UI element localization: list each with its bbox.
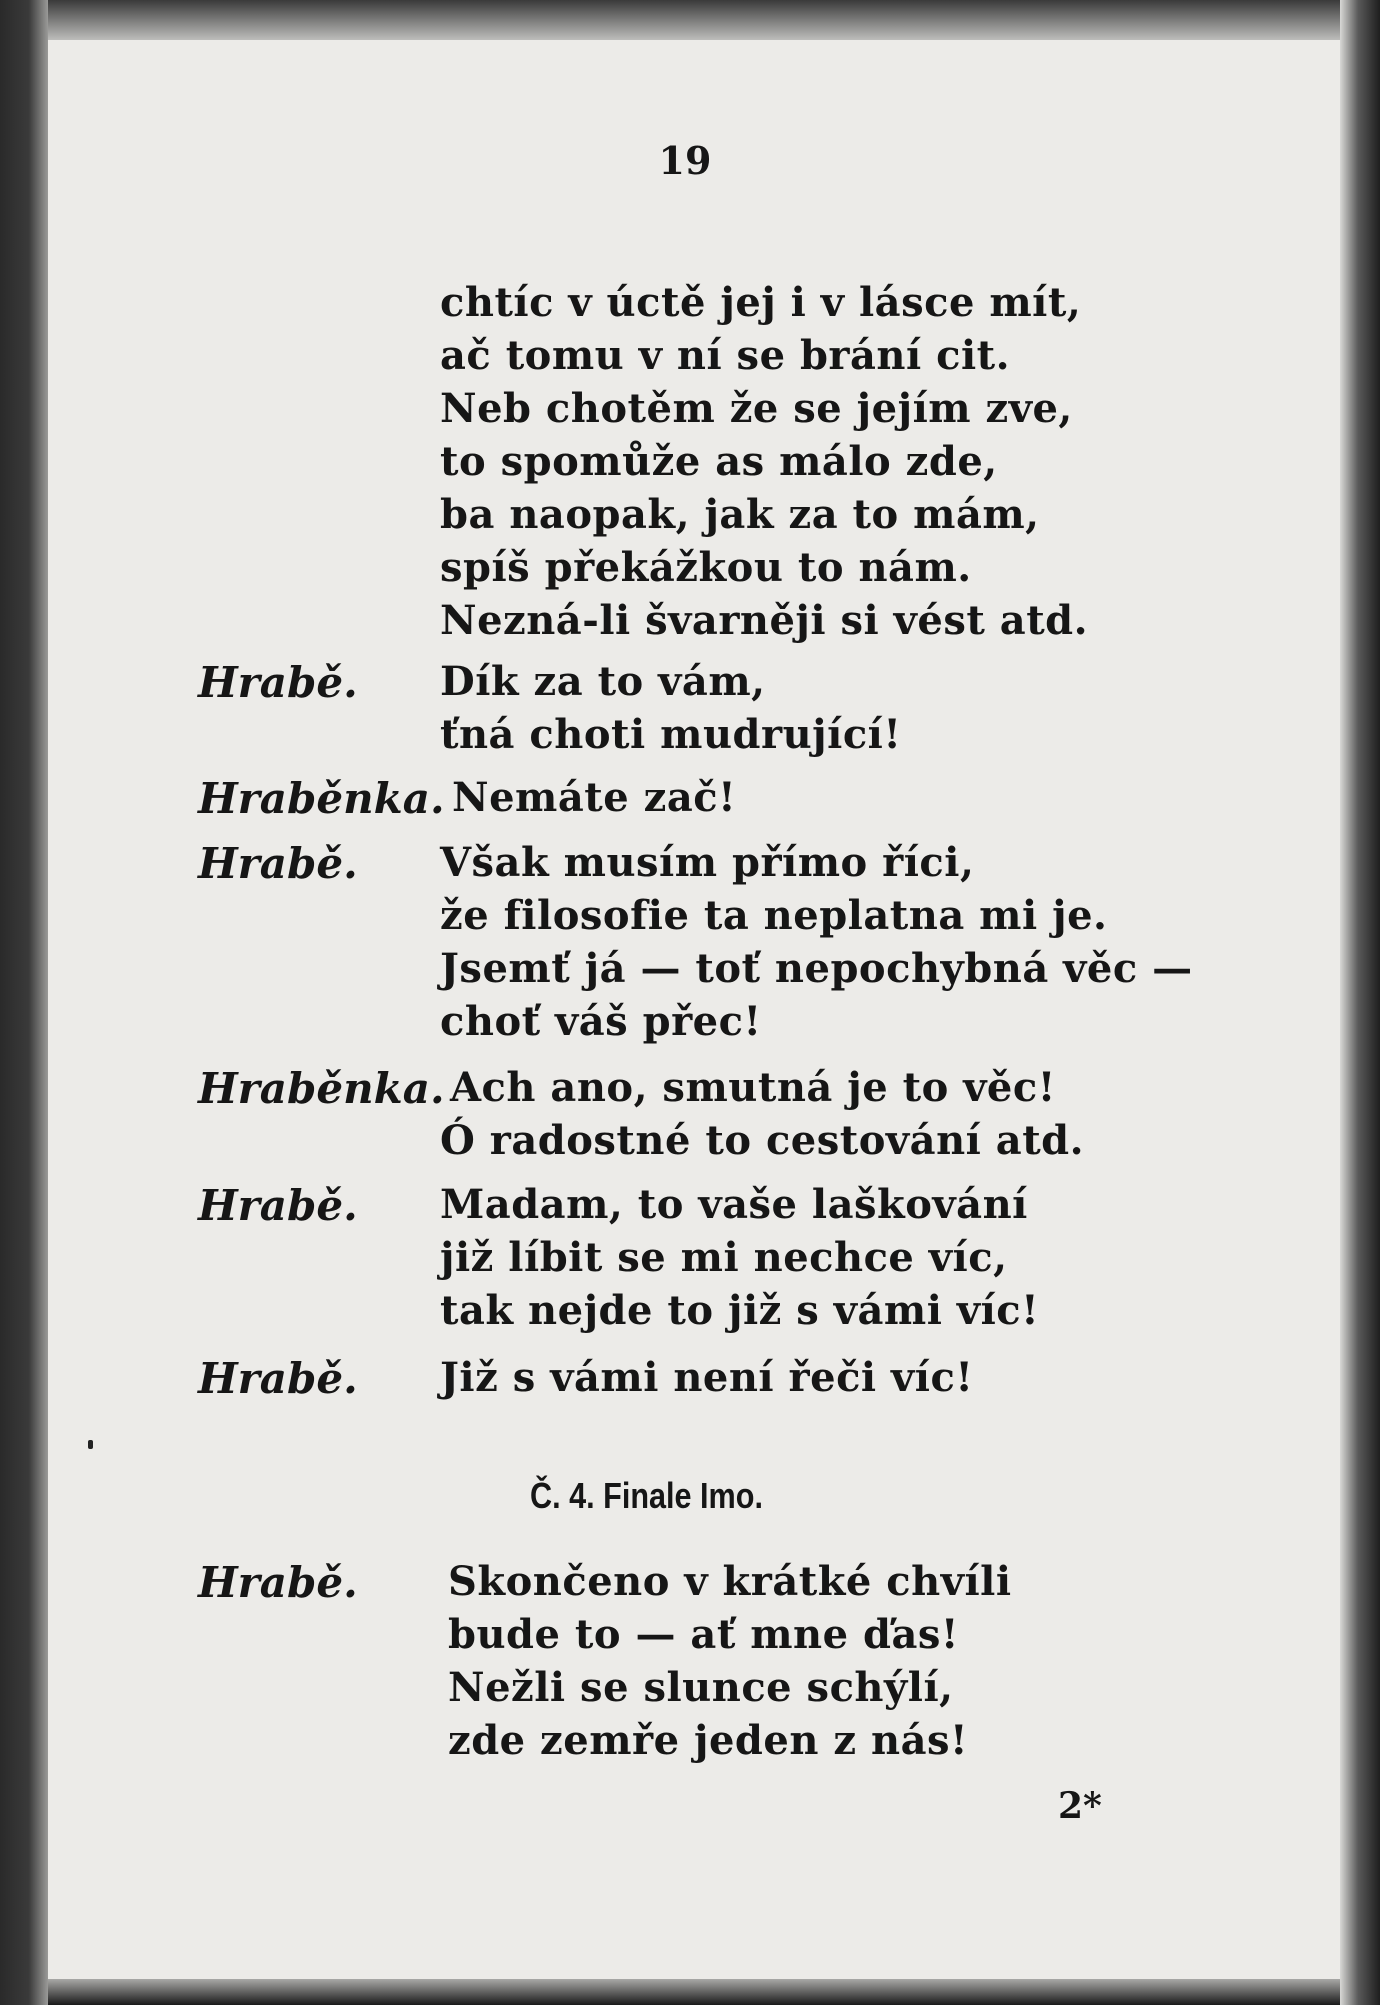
verse-line: již líbit se mi nechce víc, — [440, 1234, 1008, 1281]
verse-line: choť váš přec! — [440, 998, 762, 1045]
speaker-name: Hrabě. — [198, 839, 358, 888]
verse-line: zde zemře jeden z nás! — [448, 1717, 969, 1764]
speaker-name: Hrabě. — [198, 1354, 358, 1403]
verse-line: Nezná-li švarněji si vést atd. — [440, 597, 1089, 644]
verse-line: Skončeno v krátké chvíli — [448, 1558, 1012, 1605]
speaker-name: Hrabě. — [198, 1558, 358, 1607]
verse-line: ba naopak, jak za to mám, — [440, 491, 1040, 538]
ink-speck — [88, 1440, 93, 1449]
section-heading: Č. 4. Finale Imo. — [530, 1475, 763, 1516]
page-number: 19 — [658, 138, 712, 183]
verse-line: Jsemť já — toť nepochybná věc — — [440, 945, 1193, 992]
verse-line: to spomůže as málo zde, — [440, 438, 998, 485]
verse-line: Již s vámi není řeči víc! — [440, 1354, 974, 1401]
verse-line: tak nejde to již s vámi víc! — [440, 1287, 1040, 1334]
signature-mark: 2* — [1058, 1785, 1102, 1827]
verse-line: Madam, to vaše laškování — [440, 1181, 1028, 1228]
scan-edge-left — [0, 0, 48, 2005]
verse-line: Nežli se slunce schýlí, — [448, 1664, 954, 1711]
verse-line: že filosofie ta neplatna mi je. — [440, 892, 1108, 939]
verse-line: ťná choti mudrující! — [440, 711, 902, 758]
speaker-name: Hraběnka. — [198, 1064, 445, 1113]
verse-line: Nemáte zač! — [452, 774, 737, 821]
verse-line: spíš překážkou to nám. — [440, 544, 972, 591]
verse-line: ač tomu v ní se brání cit. — [440, 332, 1011, 379]
verse-line: Neb chotěm že se jejím zve, — [440, 385, 1073, 432]
verse-line: Ach ano, smutná je to věc! — [450, 1064, 1056, 1111]
verse-line: Ó radostné to cestování atd. — [440, 1117, 1085, 1164]
scan-edge-bottom — [0, 1979, 1380, 2005]
verse-line: bude to — ať mne ďas! — [448, 1611, 959, 1658]
verse-line: Dík za to vám, — [440, 658, 766, 705]
speaker-name: Hrabě. — [198, 1181, 358, 1230]
verse-line: chtíc v úctě jej i v lásce mít, — [440, 279, 1082, 326]
speaker-name: Hrabě. — [198, 658, 358, 707]
scan-edge-right — [1340, 0, 1380, 2005]
speaker-name: Hraběnka. — [198, 774, 445, 823]
scan-edge-top — [0, 0, 1380, 40]
verse-line: Však musím přímo říci, — [440, 839, 975, 886]
